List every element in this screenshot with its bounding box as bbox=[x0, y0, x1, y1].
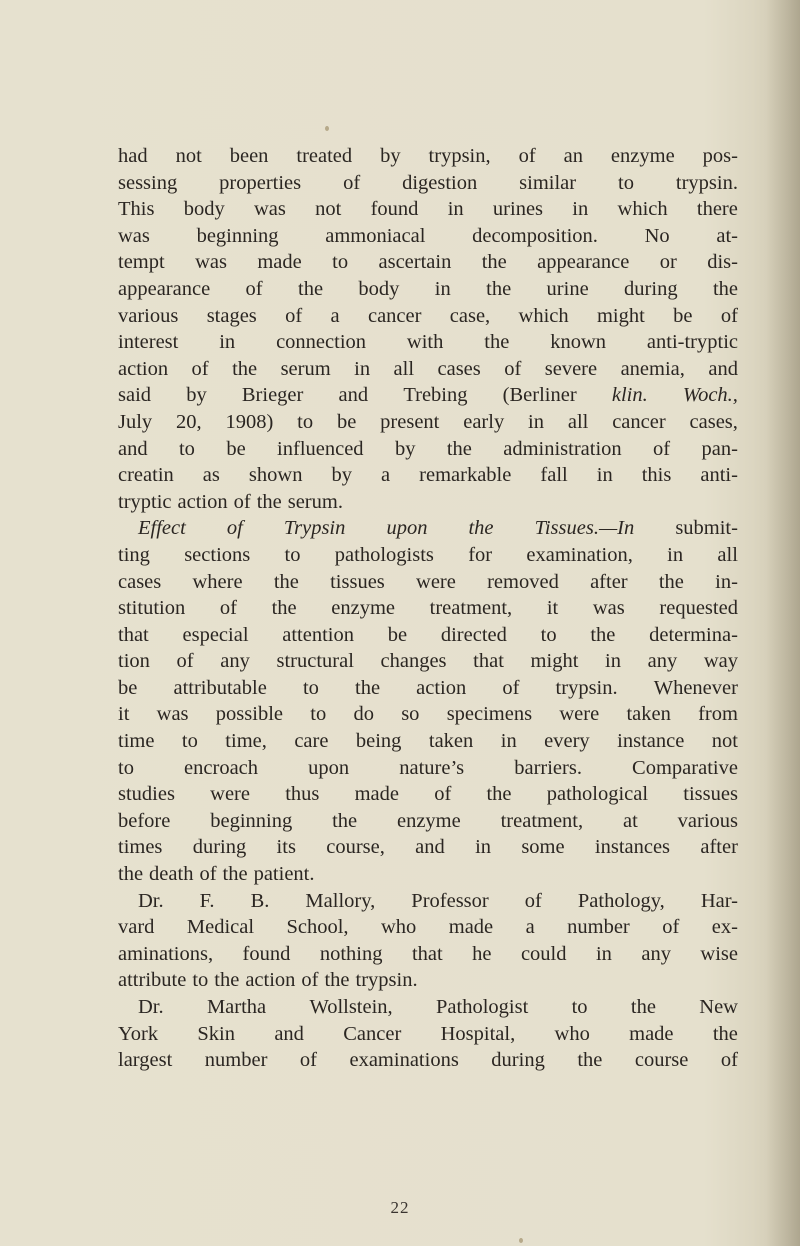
paragraph-end-line: attribute to the action of the trypsin. bbox=[118, 969, 418, 992]
text-line: largest number of examinations during the course of bbox=[118, 1049, 738, 1072]
text-line: to encroach upon nature’s barriers. Comparative bbox=[118, 756, 738, 779]
text-line: action of the serum in all cases of severe anemia, and bbox=[118, 357, 738, 380]
text-line: vard Medical School, who made a number of ex- bbox=[118, 916, 738, 939]
text-line: tion of any structural changes that might in any way bbox=[118, 650, 738, 673]
text-line: cases where the tissues were removed after the in- bbox=[118, 570, 738, 593]
text-line: creatin as shown by a remarkable fall in this anti- bbox=[118, 464, 738, 487]
paragraph-end-line: tryptic action of the serum. bbox=[118, 490, 343, 513]
text-line: said by Brieger and Trebing (Berliner klin. Woch., bbox=[118, 384, 738, 407]
text-line: stitution of the enzyme treatment, it was requested bbox=[118, 597, 738, 620]
text-line: and to be influenced by the administration of pan- bbox=[118, 437, 738, 460]
text-line: was beginning ammoniacal decomposition. No at- bbox=[118, 224, 738, 247]
text-line: sessing properties of digestion similar to trypsin. bbox=[118, 171, 738, 194]
text-line: tempt was made to ascertain the appearance or dis- bbox=[118, 251, 738, 274]
text-line: had not been treated by trypsin, of an enzyme pos- bbox=[118, 145, 738, 167]
text-line: interest in connection with the known anti-tryptic bbox=[118, 331, 738, 354]
page-edge-shadow bbox=[766, 0, 800, 1246]
text-line: times during its course, and in some instances after bbox=[118, 836, 738, 859]
page-number: 22 bbox=[390, 1198, 410, 1217]
text-line: aminations, found nothing that he could in any wise bbox=[118, 942, 738, 965]
text-line: This body was not found in urines in which there bbox=[118, 198, 738, 221]
text-line: ting sections to pathologists for examination, in all bbox=[118, 543, 738, 566]
text-line: appearance of the body in the urine during the bbox=[118, 277, 738, 300]
text-line: time to time, care being taken in every instance not bbox=[118, 730, 738, 753]
text-line: various stages of a cancer case, which might be of bbox=[118, 304, 738, 327]
text-line: Dr. Martha Wollstein, Pathologist to the New bbox=[138, 996, 738, 1018]
text-line: before beginning the enzyme treatment, at various bbox=[118, 809, 738, 832]
text-line: July 20, 1908) to be present early in all cancer cases, bbox=[118, 410, 738, 433]
text-line: studies were thus made of the pathological tissues bbox=[118, 783, 738, 806]
text-line: York Skin and Cancer Hospital, who made the bbox=[118, 1022, 738, 1045]
section-heading-line: Effect of Trypsin upon the Tissues.—In submit- bbox=[138, 517, 738, 540]
paragraph-end-line: the death of the patient. bbox=[118, 863, 315, 886]
text-line: Dr. F. B. Mallory, Professor of Pathology, Har- bbox=[138, 889, 738, 912]
text-line: it was possible to do so specimens were taken from bbox=[118, 703, 738, 726]
text-line: be attributable to the action of trypsin. Whenever bbox=[118, 676, 738, 699]
paper-speck bbox=[325, 126, 329, 131]
body-text bbox=[118, 143, 738, 1074]
text-line: that especial attention be directed to the determina- bbox=[118, 623, 738, 646]
paper-speck bbox=[519, 1238, 523, 1243]
